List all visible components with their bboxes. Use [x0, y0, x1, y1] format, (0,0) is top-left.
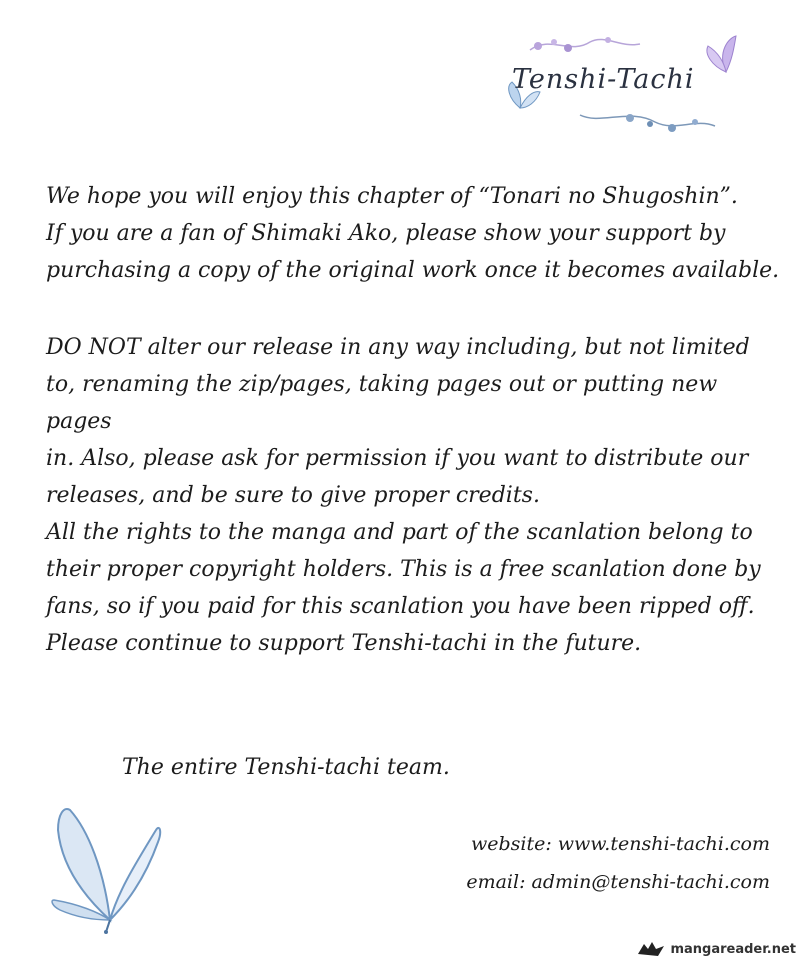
- violet-butterfly-icon: [707, 36, 736, 72]
- paragraph-line: If you are a fan of Shimaki Ako, please show your support by: [46, 221, 726, 246]
- paragraph-enjoy-chapter: [46, 178, 786, 289]
- team-signoff: The entire Tenshi-tachi team.: [122, 755, 450, 780]
- paragraph-do-not-alter: [46, 329, 786, 514]
- tenshi-tachi-logo: [490, 30, 760, 145]
- email-link[interactable]: email: admin@tenshi-tachi.com: [466, 871, 770, 893]
- watermark-text: mangareader.net: [670, 941, 796, 957]
- paragraph-line: DO NOT alter our release in any way including, but not limited: [46, 335, 750, 360]
- website-link[interactable]: website: www.tenshi-tachi.com: [470, 833, 770, 855]
- paragraph-line: All the rights to the manga and part of the scanlation belong to: [46, 520, 753, 545]
- paragraph-rights: [46, 514, 786, 662]
- paragraph-line: We hope you will enjoy this chapter of “Tonari no Shugoshin”.: [46, 184, 738, 209]
- paragraph-line: fans, so if you paid for this scanlation you have been ripped off.: [46, 594, 755, 619]
- paragraph-line: Please continue to support Tenshi-tachi in the future.: [46, 631, 642, 656]
- large-butterfly-icon: [48, 800, 168, 939]
- paragraph-line: releases, and be sure to give proper credits.: [46, 483, 540, 508]
- paragraph-line: their proper copyright holders. This is a free scanlation done by: [46, 557, 761, 582]
- paragraph-line: to, renaming the zip/pages, taking pages out or putting new pages: [46, 372, 718, 434]
- paragraph-line: in. Also, please ask for permission if you want to distribute our: [46, 446, 749, 471]
- paragraph-line: purchasing a copy of the original work once it becomes available.: [46, 258, 780, 283]
- watermark: [636, 940, 796, 958]
- logo-text: Tenshi-Tachi: [512, 64, 695, 95]
- wolf-logo-icon: [636, 940, 666, 958]
